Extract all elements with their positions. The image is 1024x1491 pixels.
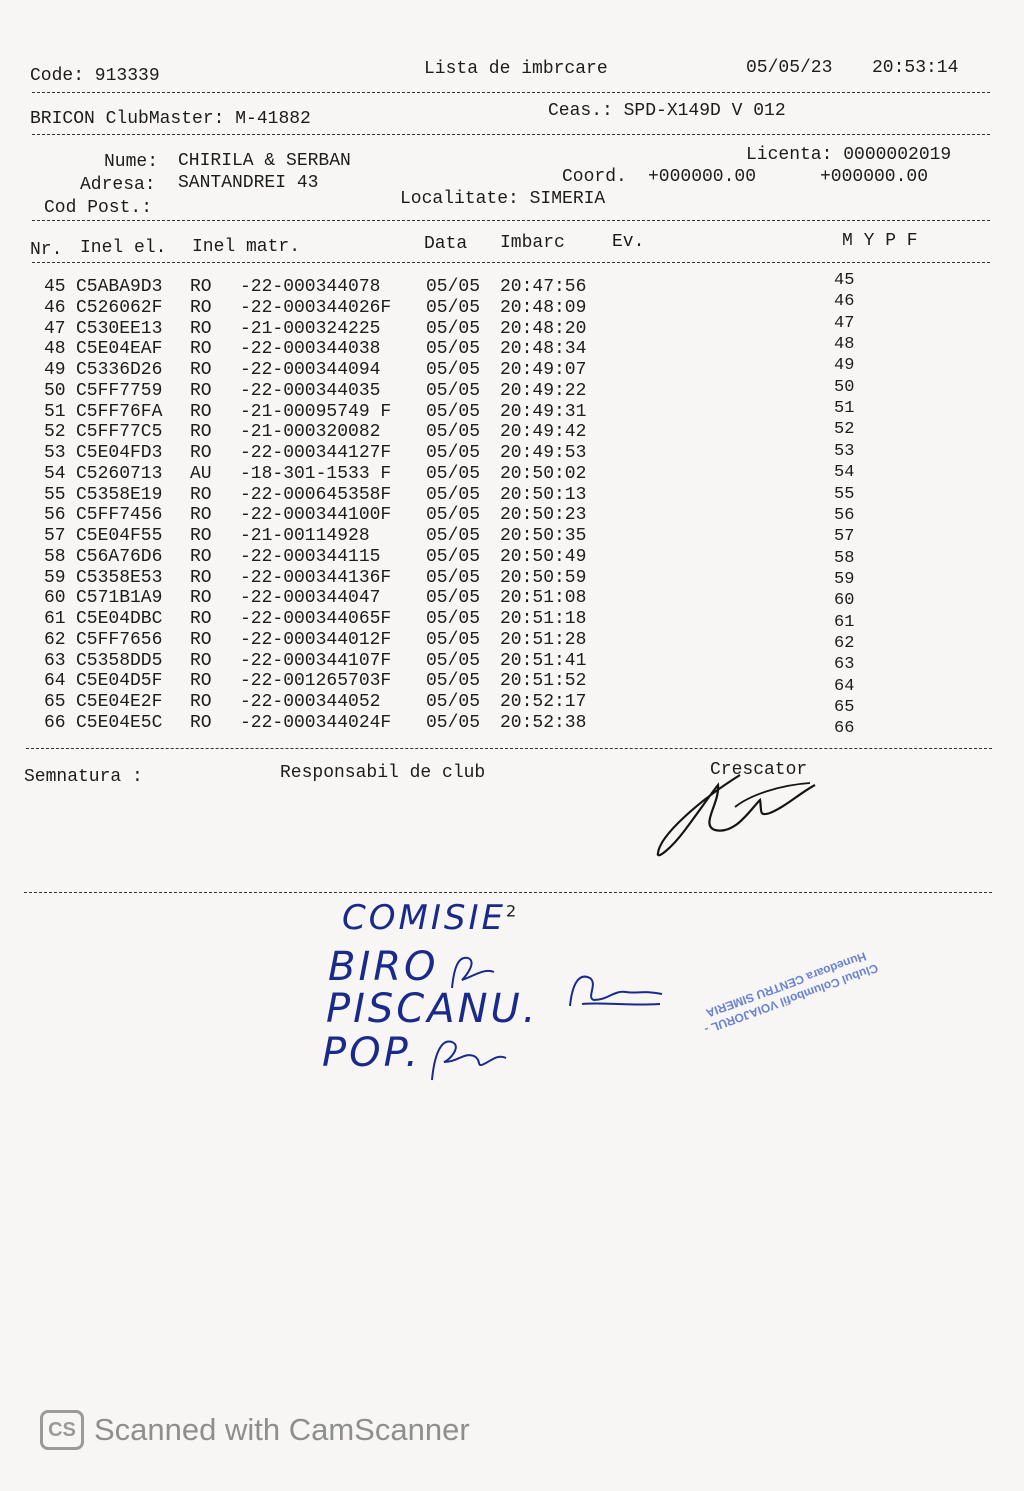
row-time: 20:52:17 (500, 692, 587, 712)
row-country: RO (190, 380, 212, 401)
row-m-value: 66 (834, 719, 855, 739)
row-time: 20:48:20 (500, 318, 587, 339)
row-inel-matr: -22-000344100F (240, 505, 392, 526)
col-inel-matr: Inel matr. (192, 237, 301, 257)
row-time: 20:50:13 (500, 484, 587, 505)
row-m-value: 45 (834, 271, 855, 290)
row-inel-matr: -22-001265703F (240, 671, 392, 692)
row-inel-el: C5FF7759 (76, 380, 163, 401)
row-m-value: 51 (834, 399, 855, 419)
row-date: 05/05 (426, 277, 481, 297)
row-country: RO (190, 318, 212, 339)
clock-id: Ceas.: SPD-X149D V 012 (548, 101, 786, 121)
row-date: 05/05 (426, 401, 481, 422)
row-nr: 58 (44, 546, 66, 567)
row-country: RO (190, 567, 212, 588)
row-time: 20:49:53 (500, 443, 587, 463)
col-nr: Nr. (30, 240, 63, 260)
row-m-value: 53 (834, 441, 855, 461)
row-m-value: 60 (834, 591, 855, 611)
row-nr: 49 (44, 360, 66, 380)
row-inel-el: C5336D26 (76, 360, 163, 380)
row-time: 20:48:09 (500, 297, 587, 318)
row-nr: 56 (44, 505, 66, 526)
club-stamp: Clubul Columbofil VOIAJORUL - Hunedoara CENTRU SIMERIA (702, 949, 881, 1037)
row-country: RO (190, 505, 212, 526)
row-nr: 63 (44, 650, 66, 671)
col-inel-el: Inel el. (80, 238, 167, 258)
coord-2: +000000.00 (820, 167, 929, 187)
row-nr: 60 (44, 588, 66, 609)
row-nr: 54 (44, 463, 66, 484)
row-country: RO (190, 277, 212, 297)
row-inel-matr: -22-000344127F (240, 443, 392, 463)
row-country: AU (190, 463, 212, 484)
owner-name: CHIRILA & SERBAN (178, 151, 351, 171)
row-inel-el: C5E04EAF (76, 339, 163, 360)
row-date: 05/05 (426, 526, 481, 546)
row-nr: 48 (44, 339, 66, 360)
row-inel-matr: -22-000645358F (240, 484, 392, 505)
row-m-value: 62 (834, 633, 855, 653)
coord-1: +000000.00 (648, 167, 757, 187)
row-inel-el: C530EE13 (76, 318, 163, 339)
row-inel-el: C56A76D6 (76, 546, 163, 567)
row-time: 20:52:38 (500, 712, 587, 733)
col-imbarc: Imbarc (500, 233, 565, 253)
row-inel-matr: -21-000324225 (240, 318, 381, 339)
row-m-value: 48 (834, 335, 855, 355)
row-inel-matr: -22-000344065F (240, 609, 392, 629)
row-country: RO (190, 401, 212, 422)
row-time: 20:50:23 (500, 505, 587, 526)
row-country: RO (190, 360, 212, 380)
row-m-value: 46 (834, 292, 855, 312)
row-nr: 59 (44, 567, 66, 588)
row-inel-el: C5FF76FA (76, 401, 163, 422)
owner-address: SANTANDREI 43 (178, 173, 319, 193)
row-date: 05/05 (426, 650, 481, 671)
row-date: 05/05 (426, 360, 481, 380)
row-m-value: 50 (834, 377, 855, 397)
row-date: 05/05 (426, 692, 481, 712)
col-mypf: M Y P F (842, 231, 918, 251)
row-time: 20:49:31 (500, 401, 587, 422)
row-inel-matr: -22-000344047 (240, 588, 381, 609)
row-inel-matr: -22-000344038 (240, 339, 381, 360)
row-date: 05/05 (426, 588, 481, 609)
row-time: 20:47:56 (500, 277, 587, 297)
row-m-value: 61 (834, 612, 855, 632)
name-label: Nume: (104, 152, 159, 172)
row-inel-el: C5FF77C5 (76, 422, 163, 443)
row-nr: 66 (44, 712, 66, 733)
row-m-value: 65 (834, 698, 855, 717)
row-inel-el: C5E04E5C (76, 712, 163, 733)
row-nr: 51 (44, 401, 66, 422)
row-inel-el: C5E04F55 (76, 526, 163, 546)
row-nr: 57 (44, 526, 66, 546)
row-inel-el: C5358E53 (76, 567, 163, 588)
row-inel-el: C5FF7656 (76, 629, 163, 650)
camscanner-logo: CS (40, 1410, 84, 1450)
row-date: 05/05 (426, 567, 481, 588)
row-inel-matr: -22-000344012F (240, 629, 392, 650)
row-date: 05/05 (426, 463, 481, 484)
row-inel-matr: -22-000344094 (240, 360, 381, 380)
row-m-value: 58 (834, 548, 855, 568)
row-date: 05/05 (426, 484, 481, 505)
row-inel-el: C5ABA9D3 (76, 277, 163, 297)
row-m-value: 47 (834, 313, 855, 333)
handwritten-sup: 2 (505, 901, 520, 921)
row-m-value: 63 (834, 655, 855, 675)
row-country: RO (190, 484, 212, 505)
row-inel-matr: -21-000320082 (240, 422, 381, 443)
handwritten-signature-piscanu (564, 964, 674, 1014)
row-date: 05/05 (426, 318, 481, 339)
row-time: 20:49:42 (500, 422, 587, 443)
row-date: 05/05 (426, 609, 481, 629)
handwritten-line-1: COMISIE (342, 898, 506, 938)
row-time: 20:51:18 (500, 609, 587, 629)
code: Code: 913339 (30, 66, 160, 86)
row-date: 05/05 (426, 380, 481, 401)
row-nr: 55 (44, 484, 66, 505)
row-inel-el: C5358DD5 (76, 650, 163, 671)
row-inel-el: C5E04FD3 (76, 443, 163, 463)
row-inel-matr: -22-000344052 (240, 692, 381, 712)
row-inel-el: C5FF7456 (76, 505, 163, 526)
row-country: RO (190, 443, 212, 463)
row-country: RO (190, 526, 212, 546)
col-data: Data (424, 234, 468, 254)
divider (32, 92, 990, 93)
handwritten-line-4: POP. (322, 1030, 421, 1076)
row-country: RO (190, 692, 212, 712)
row-country: RO (190, 422, 212, 443)
row-inel-matr: -21-00095749 F (240, 401, 392, 422)
row-time: 20:51:52 (500, 671, 587, 692)
row-time: 20:50:02 (500, 463, 587, 484)
postcode-label: Cod Post.: (44, 198, 153, 218)
row-nr: 45 (44, 277, 66, 297)
row-m-value: 54 (834, 463, 855, 483)
print-date: 05/05/23 (746, 58, 833, 78)
row-inel-el: C571B1A9 (76, 588, 163, 609)
row-country: RO (190, 339, 212, 360)
row-country: RO (190, 297, 212, 318)
row-inel-matr: -22-000344136F (240, 567, 392, 588)
handwritten-comisie (342, 898, 519, 938)
row-date: 05/05 (426, 505, 481, 526)
club-responsible-label: Responsabil de club (280, 763, 486, 783)
row-time: 20:51:28 (500, 629, 587, 650)
row-nr: 47 (44, 318, 66, 339)
row-country: RO (190, 546, 212, 567)
row-date: 05/05 (426, 712, 481, 733)
row-inel-matr: -22-000344035 (240, 380, 381, 401)
row-inel-el: C526062F (76, 297, 163, 318)
divider (32, 220, 990, 221)
row-country: RO (190, 588, 212, 609)
club-master: BRICON ClubMaster: M-41882 (30, 109, 311, 129)
row-nr: 52 (44, 422, 66, 443)
row-inel-el: C5E04DBC (76, 609, 163, 629)
row-inel-matr: -22-000344107F (240, 650, 392, 671)
document-title: Lista de imbrcare (424, 59, 608, 79)
handwritten-signature-pop (424, 1028, 514, 1088)
license: Licenta: 0000002019 (746, 145, 952, 165)
print-time: 20:53:14 (872, 58, 959, 78)
row-inel-el: C5260713 (76, 463, 163, 484)
row-inel-matr: -18-301-1533 F (240, 463, 392, 484)
watermark-text: Scanned with CamScanner (94, 1412, 470, 1447)
row-m-value: 64 (834, 676, 855, 696)
row-nr: 64 (44, 671, 66, 692)
row-date: 05/05 (426, 546, 481, 567)
row-m-value: 52 (834, 420, 855, 440)
row-m-value: 56 (834, 505, 855, 525)
signature-label: Semnatura : (24, 767, 143, 787)
row-nr: 61 (44, 609, 66, 629)
row-inel-matr: -22-000344026F (240, 297, 392, 318)
row-country: RO (190, 712, 212, 733)
row-nr: 50 (44, 380, 66, 401)
row-time: 20:48:34 (500, 339, 587, 360)
row-m-value: 59 (834, 569, 855, 589)
breeder-label: Crescator (710, 760, 808, 780)
handwritten-line-2: BIRO (328, 944, 439, 990)
coord-label: Coord. (562, 167, 627, 187)
locality: Localitate: SIMERIA (400, 189, 606, 209)
row-country: RO (190, 650, 212, 671)
row-m-value: 57 (834, 527, 855, 547)
row-m-value: 55 (834, 484, 855, 504)
row-date: 05/05 (426, 297, 481, 318)
row-time: 20:50:49 (500, 546, 587, 567)
row-country: RO (190, 629, 212, 650)
row-time: 20:49:22 (500, 380, 587, 401)
col-ev: Ev. (612, 232, 645, 252)
row-inel-matr: -22-000344078 (240, 277, 381, 297)
row-time: 20:49:07 (500, 360, 587, 380)
handwritten-line-3: PISCANU. (326, 986, 539, 1032)
row-nr: 65 (44, 692, 66, 712)
row-time: 20:51:08 (500, 588, 587, 609)
row-date: 05/05 (426, 339, 481, 360)
row-time: 20:51:41 (500, 650, 587, 671)
row-inel-matr: -22-000344024F (240, 712, 392, 733)
row-nr: 62 (44, 629, 66, 650)
row-time: 20:50:59 (500, 567, 587, 588)
divider (26, 748, 992, 749)
row-inel-matr: -22-000344115 (240, 546, 381, 567)
row-nr: 53 (44, 443, 66, 463)
row-time: 20:50:35 (500, 526, 587, 546)
row-nr: 46 (44, 297, 66, 318)
row-country: RO (190, 671, 212, 692)
row-date: 05/05 (426, 629, 481, 650)
row-m-value: 49 (834, 356, 855, 376)
row-date: 05/05 (426, 422, 481, 443)
row-inel-matr: -21-00114928 (240, 526, 370, 546)
row-date: 05/05 (426, 443, 481, 463)
row-country: RO (190, 609, 212, 629)
divider (32, 262, 990, 263)
divider (32, 134, 990, 135)
row-inel-el: C5358E19 (76, 484, 163, 505)
row-date: 05/05 (426, 671, 481, 692)
address-label: Adresa: (80, 175, 156, 195)
row-inel-el: C5E04D5F (76, 671, 163, 692)
row-inel-el: C5E04E2F (76, 692, 163, 712)
camscanner-watermark (40, 1410, 470, 1450)
